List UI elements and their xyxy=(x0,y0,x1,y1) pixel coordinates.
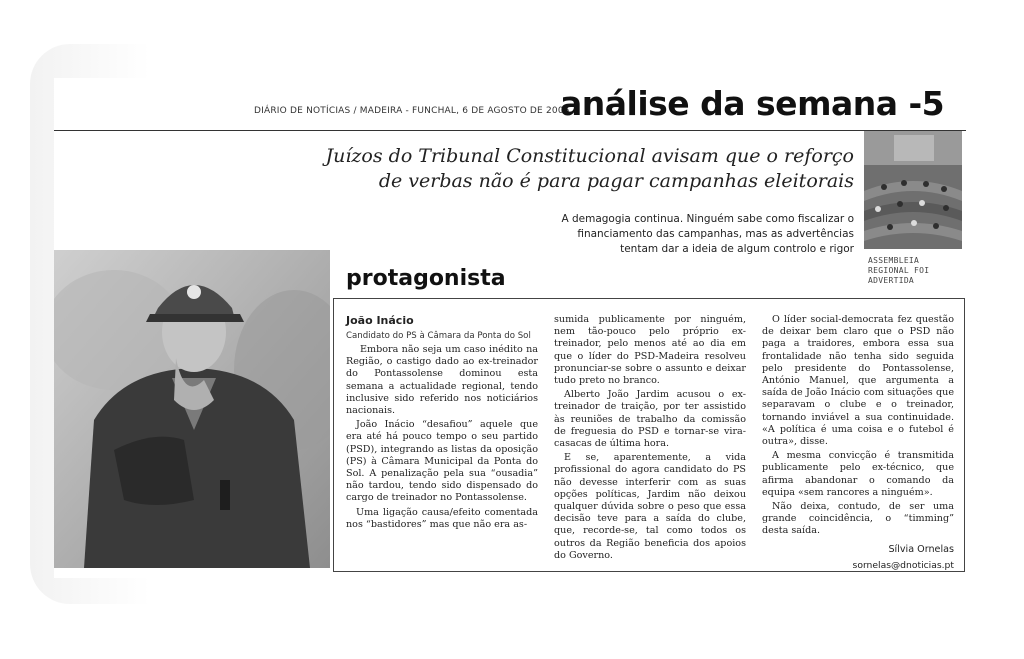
paragraph: sumida publicamente por ninguém, nem tão-pouco pelo próprio ex-treinador, pelo menos até ao dia em que o líder do PSD-Madeira resolveu pronunciar-se sobre o assunto e deixar tudo preto no branco. xyxy=(554,314,746,387)
photo-caption-line-1: ASSEMBLEIA xyxy=(868,256,920,265)
headline-line-1: Juízos do Tribunal Constitucional avisam que o reforço xyxy=(325,145,854,167)
header-rule xyxy=(54,130,966,131)
feature-title: protagonista xyxy=(346,266,506,291)
author-email: sornelas@dnoticias.pt xyxy=(852,559,954,571)
article-column-3 xyxy=(762,314,954,572)
article-column-1 xyxy=(346,314,538,533)
headline-line-2: de verbas não é para pagar campanhas eleitorais xyxy=(378,170,854,192)
headline xyxy=(294,144,854,194)
standfirst xyxy=(514,212,854,257)
paragraph: Não deixa, contudo, de ser uma grande coincidência, o “timming” desta saída. xyxy=(762,501,954,537)
author-name: Sílvia Ornelas xyxy=(888,543,954,555)
assembly-photo xyxy=(864,131,962,249)
paragraph: Embora não seja um caso inédito na Região, o castigo dado ao ex-treinador do Pontassolense dominou esta semana a actualidade regional, tendo inclusive sido referido nos noticiários nacionais. xyxy=(346,344,538,417)
paragraph: João Inácio “desafiou” aquele que era até há pouco tempo o seu partido (PSD), integrando as listas da oposição (PS) à Câmara Municipal da Ponta do Sol. A penalização pela sua “ousadia” não tardou, tendo sido dispensado do cargo de treinador no Pontassolense. xyxy=(346,419,538,504)
paragraph: E se, aparentemente, a vida profissional do agora candidato do PS não devesse interferir com as suas opções políticas, Jardim não deixou qualquer dúvida sobre o peso que essa decisão teve para a saída do clube, que, recorde-se, tal como todos os outros da Região beneficia dos apoios do Governo. xyxy=(554,452,746,561)
standfirst-line-2: financiamento das campanhas, mas as advertências xyxy=(577,228,854,240)
standfirst-line-1: A demagogia continua. Ninguém sabe como fiscalizar o xyxy=(561,213,854,225)
paragraph: Uma ligação causa/efeito comentada nos “bastidores” mas que não era as- xyxy=(346,506,538,530)
standfirst-line-3: tentam dar a ideia de algum controlo e rigor xyxy=(620,243,854,255)
man-in-cap-image xyxy=(54,250,330,568)
photo-caption-line-3: ADVERTIDA xyxy=(868,276,915,285)
photo-caption-line-2: REGIONAL FOI xyxy=(868,266,930,275)
paragraph: Alberto João Jardim acusou o ex-treinador de traição, por ter assistido às reuniões de trabalho da comissão de freguesia do PSD e tornar-se vira-casacas de última hora. xyxy=(554,389,746,450)
paragraph: A mesma convicção é transmitida publicamente pelo ex-técnico, que afirma abandonar o comando da equipa «sem rancores a ninguém». xyxy=(762,450,954,498)
byline-role: Candidato do PS à Câmara da Ponta do Sol xyxy=(346,331,531,341)
photo-caption xyxy=(868,256,964,286)
section-title: análise da semana -5 xyxy=(560,84,945,123)
byline-name: João Inácio xyxy=(346,314,414,327)
protagonist-photo xyxy=(54,250,330,568)
paragraph: O líder social-democrata fez questão de deixar bem claro que o PSD não paga a traidores, embora essa sua frontalidade não tenha sido seguida pelo presidente do Pontassolense, António Manuel, que argumenta a saída de João Inácio com situações que separavam o clube e o treinador, tornando inviável a sua continuidade. «A política é uma coisa e o futebol é outra», disse. xyxy=(762,314,954,448)
article-column-2 xyxy=(554,314,746,564)
parliament-image xyxy=(864,131,962,249)
masthead: DIÁRIO DE NOTÍCIAS / MADEIRA - FUNCHAL, 6 DE AGOSTO DE 2005 xyxy=(254,106,570,116)
